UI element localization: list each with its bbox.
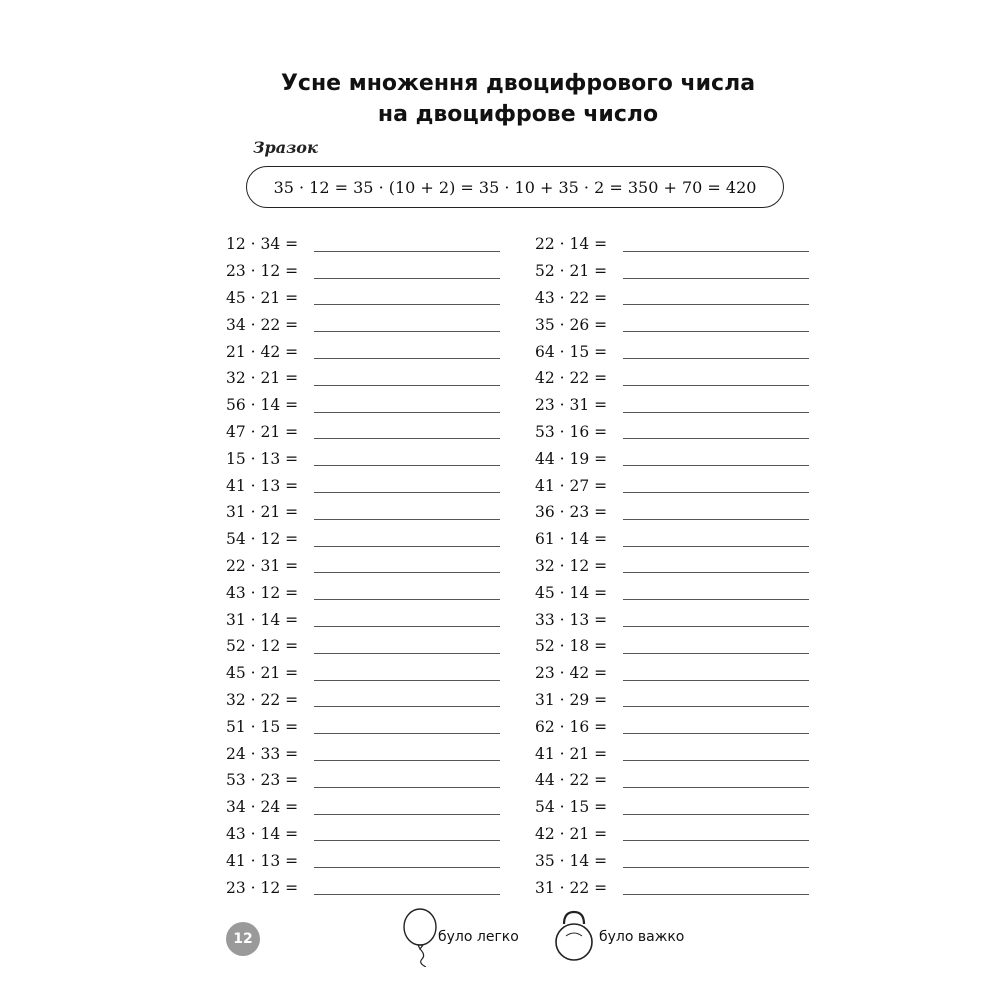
answer-line[interactable] <box>623 653 809 654</box>
answer-line[interactable] <box>623 492 809 493</box>
exercise-row <box>535 311 809 338</box>
exercise-row <box>226 579 500 606</box>
answer-line[interactable] <box>314 894 500 895</box>
exercise-expression: 43 · 12 = <box>226 583 299 602</box>
exercise-row <box>226 847 500 874</box>
exercise-expression: 42 · 21 = <box>535 824 608 843</box>
answer-line[interactable] <box>623 706 809 707</box>
exercise-row <box>535 713 809 740</box>
answer-line[interactable] <box>314 331 500 332</box>
exercise-expression: 21 · 42 = <box>226 342 299 361</box>
answer-line[interactable] <box>623 358 809 359</box>
exercise-expression: 64 · 15 = <box>535 342 608 361</box>
exercise-row <box>535 740 809 767</box>
exercise-row <box>535 445 809 472</box>
exercise-expression: 36 · 23 = <box>535 503 608 522</box>
exercise-expression: 54 · 15 = <box>535 798 608 817</box>
exercise-row <box>226 874 500 901</box>
exercise-row <box>535 633 809 660</box>
title-line-1: Усне множення двоцифрового числа <box>280 71 756 96</box>
exercise-expression: 45 · 21 = <box>226 664 299 683</box>
answer-line[interactable] <box>314 438 500 439</box>
exercise-row <box>226 285 500 312</box>
exercise-expression: 24 · 33 = <box>226 744 299 763</box>
exercise-row <box>226 553 500 580</box>
exercise-row <box>535 472 809 499</box>
exercise-row <box>226 633 500 660</box>
exercise-row <box>226 392 500 419</box>
answer-line[interactable] <box>314 787 500 788</box>
exercise-expression: 42 · 22 = <box>535 369 608 388</box>
answer-line[interactable] <box>314 599 500 600</box>
right-column <box>535 231 809 901</box>
exercise-row <box>226 499 500 526</box>
exercise-row <box>226 713 500 740</box>
left-column <box>226 231 500 901</box>
exercise-row <box>535 606 809 633</box>
answer-line[interactable] <box>623 572 809 573</box>
exercise-row <box>226 231 500 258</box>
exercise-expression: 41 · 21 = <box>535 744 608 763</box>
sample-label: Зразок <box>253 138 318 157</box>
answer-line[interactable] <box>314 680 500 681</box>
exercise-row <box>226 445 500 472</box>
exercise-expression: 31 · 21 = <box>226 503 299 522</box>
sample-box <box>246 166 784 208</box>
exercise-expression: 52 · 18 = <box>535 637 608 656</box>
sample-expression: 35 · 12 = 35 · (10 + 2) = 35 · 10 + 35 · 2 = 350 + 70 = 420 <box>273 177 757 197</box>
exercise-row <box>535 365 809 392</box>
exercise-expression: 62 · 16 = <box>535 717 608 736</box>
exercise-expression: 23 · 31 = <box>535 396 608 415</box>
exercise-expression: 45 · 14 = <box>535 583 608 602</box>
answer-line[interactable] <box>623 546 809 547</box>
exercise-expression: 35 · 14 = <box>535 851 608 870</box>
answer-line[interactable] <box>314 412 500 413</box>
easy-label: було легко <box>438 929 519 945</box>
exercise-expression: 31 · 14 = <box>226 610 299 629</box>
answer-line[interactable] <box>623 599 809 600</box>
answer-line[interactable] <box>314 492 500 493</box>
exercise-row <box>535 338 809 365</box>
answer-line[interactable] <box>314 653 500 654</box>
exercise-expression: 44 · 22 = <box>535 771 608 790</box>
exercise-row <box>226 338 500 365</box>
exercise-row <box>535 794 809 821</box>
exercise-expression: 12 · 34 = <box>226 235 299 254</box>
exercise-expression: 33 · 13 = <box>535 610 608 629</box>
exercise-expression: 47 · 21 = <box>226 422 299 441</box>
exercise-expression: 61 · 14 = <box>535 530 608 549</box>
exercise-expression: 23 · 12 = <box>226 262 299 281</box>
exercise-expression: 41 · 13 = <box>226 851 299 870</box>
answer-line[interactable] <box>314 465 500 466</box>
exercise-row <box>535 847 809 874</box>
exercise-expression: 22 · 14 = <box>535 235 608 254</box>
exercise-expression: 31 · 29 = <box>535 690 608 709</box>
answer-line[interactable] <box>623 814 809 815</box>
answer-line[interactable] <box>314 814 500 815</box>
answer-line[interactable] <box>314 867 500 868</box>
exercise-row <box>226 258 500 285</box>
exercise-row <box>226 660 500 687</box>
page-title <box>0 68 1000 130</box>
exercise-expression: 32 · 21 = <box>226 369 299 388</box>
exercise-expression: 22 · 31 = <box>226 556 299 575</box>
answer-line[interactable] <box>623 304 809 305</box>
exercise-row <box>535 874 809 901</box>
answer-line[interactable] <box>314 251 500 252</box>
exercise-row <box>226 526 500 553</box>
answer-line[interactable] <box>314 358 500 359</box>
answer-line[interactable] <box>623 465 809 466</box>
exercise-row <box>226 687 500 714</box>
answer-line[interactable] <box>314 546 500 547</box>
exercise-expression: 56 · 14 = <box>226 396 299 415</box>
exercise-expression: 34 · 24 = <box>226 798 299 817</box>
exercise-expression: 54 · 12 = <box>226 530 299 549</box>
exercise-expression: 52 · 21 = <box>535 262 608 281</box>
answer-line[interactable] <box>623 331 809 332</box>
exercise-row <box>226 365 500 392</box>
exercise-row <box>535 821 809 848</box>
exercise-row <box>535 285 809 312</box>
weight-icon <box>550 908 596 964</box>
exercise-expression: 45 · 21 = <box>226 288 299 307</box>
answer-line[interactable] <box>314 304 500 305</box>
exercise-expression: 52 · 12 = <box>226 637 299 656</box>
exercise-expression: 41 · 13 = <box>226 476 299 495</box>
exercise-row <box>535 526 809 553</box>
exercise-row <box>535 419 809 446</box>
exercise-expression: 23 · 42 = <box>535 664 608 683</box>
exercise-expression: 43 · 22 = <box>535 288 608 307</box>
exercise-row <box>226 767 500 794</box>
exercise-row <box>535 231 809 258</box>
exercise-expression: 53 · 23 = <box>226 771 299 790</box>
exercise-row <box>226 740 500 767</box>
exercise-expression: 41 · 27 = <box>535 476 608 495</box>
answer-line[interactable] <box>623 251 809 252</box>
page-number: 12 <box>233 931 253 947</box>
answer-line[interactable] <box>623 278 809 279</box>
exercise-row <box>535 767 809 794</box>
answer-line[interactable] <box>623 385 809 386</box>
exercise-expression: 43 · 14 = <box>226 824 299 843</box>
answer-line[interactable] <box>314 706 500 707</box>
exercise-row <box>226 472 500 499</box>
page-number-badge <box>226 922 260 956</box>
answer-line[interactable] <box>314 733 500 734</box>
answer-line[interactable] <box>314 840 500 841</box>
exercise-row <box>535 579 809 606</box>
exercise-expression: 23 · 12 = <box>226 878 299 897</box>
exercise-expression: 35 · 26 = <box>535 315 608 334</box>
hard-label: було важко <box>599 929 685 945</box>
exercise-expression: 53 · 16 = <box>535 422 608 441</box>
exercise-row <box>226 311 500 338</box>
title-line-2: на двоцифрове число <box>377 102 659 127</box>
exercise-expression: 32 · 22 = <box>226 690 299 709</box>
exercise-row <box>226 419 500 446</box>
exercise-row <box>535 687 809 714</box>
exercise-expression: 44 · 19 = <box>535 449 608 468</box>
answer-line[interactable] <box>314 519 500 520</box>
answer-line[interactable] <box>623 867 809 868</box>
answer-line[interactable] <box>623 840 809 841</box>
answer-line[interactable] <box>623 519 809 520</box>
answer-line[interactable] <box>623 733 809 734</box>
exercise-row <box>535 660 809 687</box>
answer-line[interactable] <box>623 438 809 439</box>
answer-line[interactable] <box>314 572 500 573</box>
exercise-row <box>535 553 809 580</box>
exercise-expression: 15 · 13 = <box>226 449 299 468</box>
exercise-expression: 51 · 15 = <box>226 717 299 736</box>
exercise-row <box>226 794 500 821</box>
exercise-row <box>226 821 500 848</box>
answer-line[interactable] <box>623 412 809 413</box>
exercise-row <box>535 392 809 419</box>
answer-line[interactable] <box>623 680 809 681</box>
answer-line[interactable] <box>623 894 809 895</box>
answer-line[interactable] <box>314 278 500 279</box>
answer-line[interactable] <box>623 760 809 761</box>
answer-line[interactable] <box>314 626 500 627</box>
exercise-row <box>535 258 809 285</box>
exercise-row <box>535 499 809 526</box>
answer-line[interactable] <box>314 760 500 761</box>
exercise-expression: 32 · 12 = <box>535 556 608 575</box>
exercise-row <box>226 606 500 633</box>
exercise-expression: 34 · 22 = <box>226 315 299 334</box>
answer-line[interactable] <box>623 787 809 788</box>
exercise-expression: 31 · 22 = <box>535 878 608 897</box>
answer-line[interactable] <box>623 626 809 627</box>
answer-line[interactable] <box>314 385 500 386</box>
